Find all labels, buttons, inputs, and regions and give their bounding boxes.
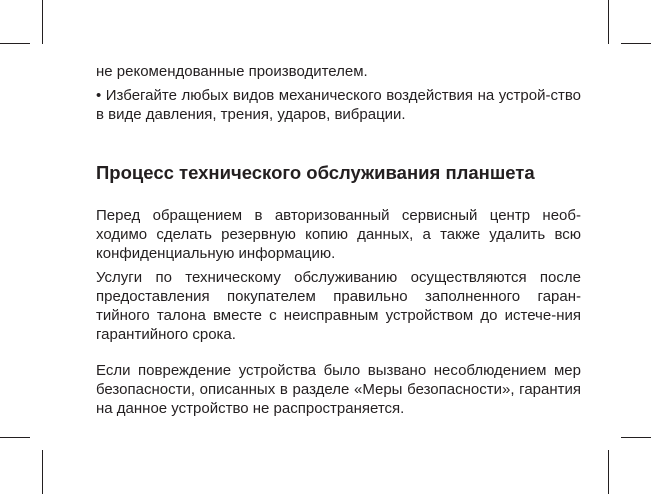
paragraph-backup: Перед обращением в авторизованный сервисный центр необ-ходимо сделать резервную копию данных, а также удалить всю конфиденциальную информацию. xyxy=(96,207,581,262)
page-content xyxy=(96,62,581,418)
section-title: Процесс технического обслуживания планшета xyxy=(96,162,535,183)
paragraph-service-terms: Услуги по техническому обслуживанию осуществляются после предоставления покупателем правильно заполненного гаран-тийного талона вместе с неисправным устройством до истече-ния гарантийного срока. xyxy=(96,269,581,343)
paragraph-warranty-exclusion: Если повреждение устройства было вызвано несоблюдением мер безопасности, описанных в разделе «Меры безопасности», гарантия на данное устройство не распространяется. xyxy=(96,362,581,417)
crop-mark-bottom-right-horizontal xyxy=(621,437,651,438)
crop-mark-top-left-vertical xyxy=(42,0,43,44)
crop-mark-top-right-vertical xyxy=(608,0,609,44)
crop-mark-bottom-left-vertical xyxy=(42,450,43,494)
bullet-avoid-impact: • Избегайте любых видов механического воздействия на устрой-ство в виде давления, трения, ударов, вибрации. xyxy=(96,87,581,123)
crop-mark-bottom-left-horizontal xyxy=(0,437,30,438)
continued-line: не рекомендованные производителем. xyxy=(96,63,368,80)
crop-mark-bottom-right-vertical xyxy=(608,450,609,494)
crop-mark-top-right-horizontal xyxy=(621,43,651,44)
crop-mark-top-left-horizontal xyxy=(0,43,30,44)
